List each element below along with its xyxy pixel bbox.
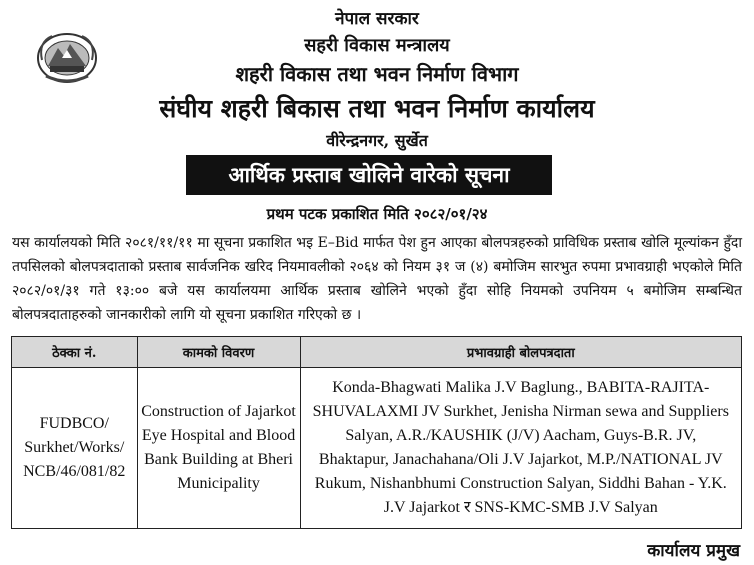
notice-body: यस कार्यालयको मिति २०८१/११/११ मा सूचना प्रकाशित भइ E–Bid मार्फत पेश हुन आएका बोलपत्रहरुको प्राविधिक प्रस्ताब खोलि मूल्यांकन हुँदा तपसिलको बोलपत्रदाताको प्रस्ताब सार्वजनिक खरिद नियमावलीको २०६४ को नियम ३१ ज (४) बमोजिम सारभुत रुपमा प्रभावग्राही भएकोले मिति २०८२/०१/३१ गते १३:०० बजे यस कार्यालयमा आर्थिक प्रस्ताब खोलिने भएको हुँदा सोहि नियमको उपनियम ५ बमोजिम सम्बन्धित बोलपत्रदाताहरुको जानकारीको लागि यो सूचना प्रकाशित गरिएको छ ।	[12, 235, 742, 323]
bidders-cell: Konda-Bhagwati Malika J.V Baglung., BABITA-RAJITA-SHUVALAXMI JV Surkhet, Jenisha Nirman sewa and Suppliers Salyan, A.R./KAUSHIK (J/V) Aacham, Guys-B.R. JV, Bhaktapur, Janachahana/Oli J.V Jajarkot, M.P./NATIONAL JV Rukum, Nishanbhumi Construction Salyan, Siddhi Bahan - Y.K. J.V Jajarkot र SNS-KMC-SMB J.V Salyan	[300, 368, 741, 529]
table-header-row	[12, 337, 742, 368]
department-name: शहरी विकास तथा भवन निर्माण विभाग	[235, 62, 519, 86]
letterhead	[0, 0, 754, 150]
header-work-description: कामको विवरण	[137, 337, 300, 368]
table-row	[12, 368, 742, 529]
office-chief-signature: कार्यालय प्रमुख	[647, 541, 740, 561]
office-name: संघीय शहरी बिकास तथा भवन निर्माण कार्यालय	[159, 94, 595, 123]
notice-title: आर्थिक प्रस्ताब खोलिने वारेको सूचना	[186, 155, 552, 195]
publication-date: प्रथम पटक प्रकाशित मिति २०८२/०१/२४	[266, 205, 488, 223]
office-location: वीरेन्द्रनगर, सुर्खेत	[326, 131, 428, 150]
header-bidders: प्रभावग्राही बोलपत्रदाता	[300, 337, 741, 368]
work-description-cell: Construction of Jajarkot Eye Hospital and Blood Bank Building at Bheri Municipality	[137, 368, 300, 529]
ministry-name: सहरी विकास मन्त्रालय	[304, 35, 450, 56]
government-name: नेपाल सरकार	[335, 9, 419, 29]
bidders-table	[11, 336, 742, 529]
contract-number-cell: FUDBCO/ Surkhet/Works/ NCB/46/081/82	[12, 368, 138, 529]
header-contract-no: ठेक्का नं.	[12, 337, 138, 368]
